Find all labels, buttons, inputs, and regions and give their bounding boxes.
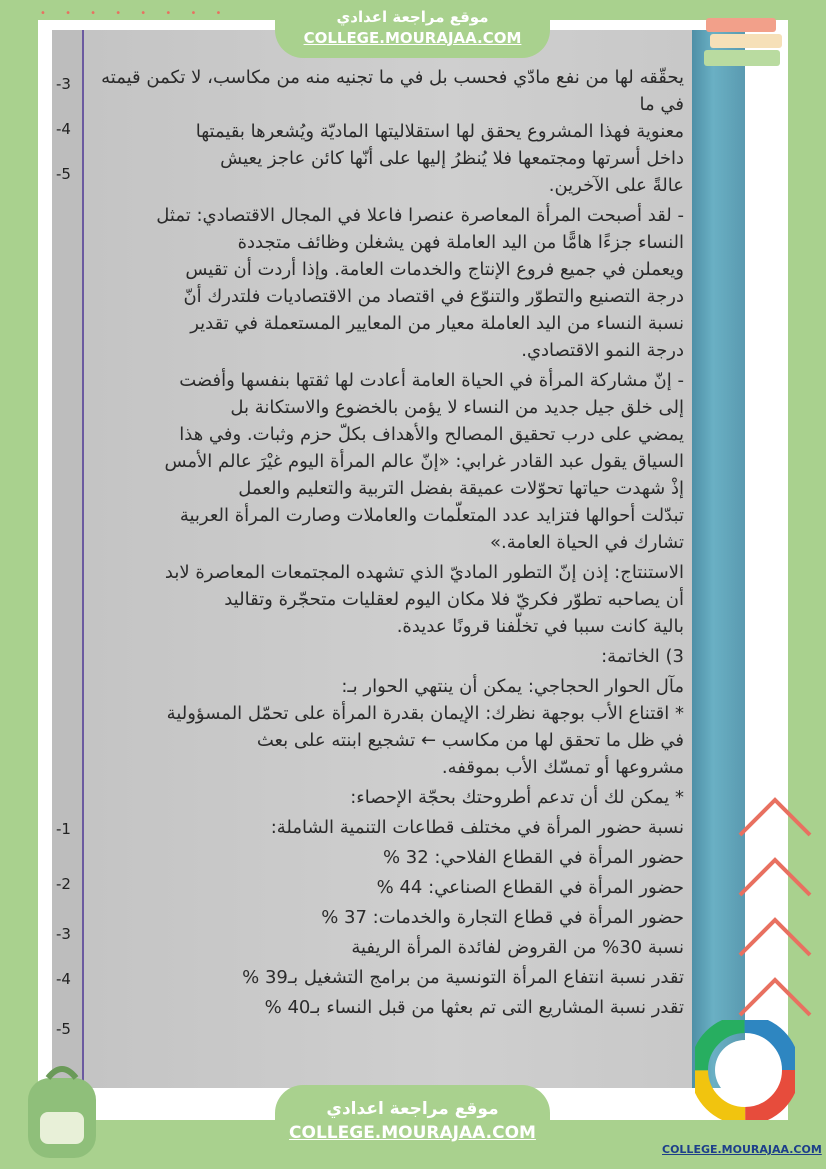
text-line: درجة النمو الاقتصادي. xyxy=(521,340,684,361)
text-line: - لقد أصبحت المرأة المعاصرة عنصرا فاعلا في المجال الاقتصادي: تمثل xyxy=(156,205,684,226)
book-page xyxy=(84,30,692,1088)
text-line: تقدر نسبة انتفاع المرأة التونسية من برامج التشغيل بـ39 % xyxy=(242,967,684,988)
margin-number: -4 xyxy=(56,970,71,988)
text-line: الاستنتاج: إذن إنّ التطور الماديّ الذي تشهده المجتمعات المعاصرة لابد xyxy=(164,562,684,583)
decorative-dots: • • • • • • • • xyxy=(40,8,230,19)
text-line: حضور المرأة في القطاع الصناعي: 44 % xyxy=(376,877,684,898)
text-line: تشارك في الحياة العامة.» xyxy=(490,532,684,553)
text-line: أن يصاحبه تطوّر فكريّ فلا مكان اليوم لعقليات متحجّرة وتقاليد xyxy=(224,589,684,610)
site-name: موقع مراجعة اعدادي xyxy=(326,1099,499,1119)
text-line: في ظل ما تحقق لها من مكاسب ← تشجيع ابنته على بعث xyxy=(256,730,684,751)
margin-number: -1 xyxy=(56,820,71,838)
backpack-icon xyxy=(16,1060,108,1160)
text-line: بالية كانت سببا في تخلّفنا قرونًا عديدة. xyxy=(396,616,684,637)
header-banner xyxy=(275,0,550,58)
text-line: السياق يقول عبد القادر غرابي: «إنّ عالم المرأة اليوم غيْرَ عالم الأمس xyxy=(164,451,684,472)
text-line: تبدّلت أحوالها فتزايد عدد المتعلّمات والعاملات وصارت المرأة العربية xyxy=(179,505,684,526)
text-line: إذْ شهدت حياتها تحوّلات عميقة بفضل التربية والتعليم والعمل xyxy=(238,478,684,499)
text-line: حضور المرأة في القطاع الفلاحي: 32 % xyxy=(382,847,684,868)
books-icon xyxy=(700,14,790,72)
text-line: داخل أسرتها ومجتمعها فلا يُنظرُ إليها على أنّها كائن عاجز يعيش xyxy=(220,148,684,169)
margin-number: -4 xyxy=(56,120,71,138)
text-line: إلى خلق جيل جديد من النساء لا يؤمن بالخضوع والاستكانة بل xyxy=(230,397,684,418)
margin-number: -5 xyxy=(56,1020,71,1038)
text-line: عالةً على الآخرين. xyxy=(548,175,684,196)
margin-number: -2 xyxy=(56,875,71,893)
margin-number: -3 xyxy=(56,75,71,93)
margin-number: -5 xyxy=(56,165,71,183)
site-url-link[interactable]: COLLEGE.MOURAJAA.COM xyxy=(303,29,522,47)
text-line: معنوية فهذا المشروع يحقق لها استقلاليتها الماديّة ويُشعرها بقيمتها xyxy=(195,121,684,142)
text-line: النساء جزءًا هامًّا من اليد العاملة فهن يشغلن وظائف متجددة xyxy=(237,232,684,253)
site-name: موقع مراجعة اعدادي xyxy=(336,8,489,26)
text-line: * يمكن لك أن تدعم أطروحتك بحجّة الإحصاء: xyxy=(350,787,684,808)
site-url-link[interactable]: COLLEGE.MOURAJAA.COM xyxy=(289,1123,536,1143)
page-text xyxy=(88,64,684,1021)
text-line: 3) الخاتمة: xyxy=(601,646,684,667)
text-line: نسبة 30% من القروض لفائدة المرأة الريفية xyxy=(351,937,684,958)
text-line: مشروعها أو تمسّك الأب بموقفه. xyxy=(441,757,684,778)
text-line: يحقّقه لها من نفع مادّي فحسب بل في ما تجنيه منه من مكاسب، لا تكمن قيمته في ما xyxy=(101,67,684,115)
text-line: حضور المرأة في قطاع التجارة والخدمات: 37 % xyxy=(321,907,684,928)
margin-number: -3 xyxy=(56,925,71,943)
text-line: تقدر نسبة المشاريع التى تم بعثها من قبل النساء بـ40 % xyxy=(264,997,684,1018)
text-line: * اقتناع الأب بوجهة نظرك: الإيمان بقدرة المرأة على تحمّل المسؤولية xyxy=(166,703,684,724)
text-line: - إنّ مشاركة المرأة في الحياة العامة أعادت لها ثقتها بنفسها وأفضت xyxy=(179,370,684,391)
text-line: مآل الحوار الحجاجي: يمكن أن ينتهي الحوار بـ: xyxy=(341,676,684,697)
footer-banner xyxy=(275,1085,550,1169)
text-line: درجة التصنيع والتطوّر والتنوّع في اقتصاد من الاقتصاديات فلتدرك أنّ xyxy=(183,286,684,307)
text-line: ويعملن في جميع فروع الإنتاج والخدمات العامة. وإذا أردت أن تقيس xyxy=(185,259,684,280)
text-line: نسبة النساء من اليد العاملة معيار من المعايير المستعملة في تقدير xyxy=(190,313,684,334)
logo-url[interactable]: COLLEGE.MOURAJAA.COM xyxy=(662,1143,822,1156)
text-line: يمضي على درب تحقيق المصالح والأهداف بكلّ حزم وثبات. وفي هذا xyxy=(179,424,684,445)
chevrons-decoration xyxy=(735,790,815,1050)
document-photo xyxy=(52,30,745,1088)
text-line: نسبة حضور المرأة في مختلف قطاعات التنمية الشاملة: xyxy=(270,817,684,838)
previous-page-margin xyxy=(52,30,84,1088)
site-logo-icon xyxy=(695,1020,795,1120)
